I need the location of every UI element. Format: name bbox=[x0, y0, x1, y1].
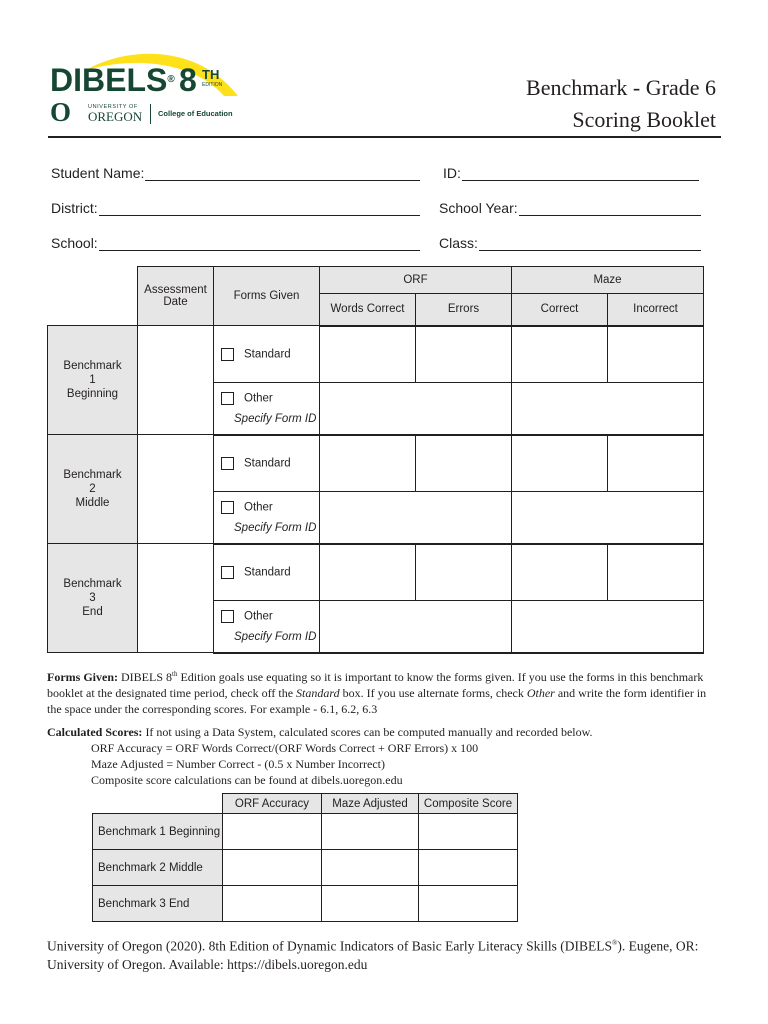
benchmark-3-orf-form-id[interactable] bbox=[320, 601, 512, 653]
student-name-line[interactable] bbox=[145, 167, 420, 181]
benchmark-3-standard-cell bbox=[214, 544, 320, 601]
student-name-field[interactable] bbox=[51, 165, 420, 181]
calc-title: Calculated Scores: bbox=[47, 725, 143, 739]
calc-b2-maze-adjusted[interactable] bbox=[322, 850, 419, 886]
header-maze: Maze bbox=[512, 267, 704, 294]
id-label: ID: bbox=[443, 165, 461, 181]
benchmark-3-label: Benchmark 3 End bbox=[48, 544, 138, 653]
benchmark-1-maze-correct[interactable] bbox=[512, 326, 608, 383]
benchmark-2-standard-cell bbox=[214, 435, 320, 492]
logo-college: College of Education bbox=[158, 109, 233, 118]
uo-o-mark: O bbox=[50, 97, 72, 127]
benchmark-scoring-table bbox=[47, 266, 704, 654]
forms-given-text: DIBELS 8 bbox=[118, 670, 172, 684]
page-title: Benchmark - Grade 6 bbox=[526, 75, 716, 100]
calculated-scores-note bbox=[47, 724, 712, 788]
benchmark-3-maze-form-id[interactable] bbox=[512, 601, 704, 653]
standard-label: Standard bbox=[244, 566, 291, 579]
benchmark-1-other-checkbox[interactable] bbox=[221, 392, 234, 405]
other-label: Other bbox=[244, 610, 273, 623]
forms-given-sup: th bbox=[172, 670, 178, 678]
benchmark-3-other-cell bbox=[214, 601, 320, 653]
benchmark-3-orf-errors[interactable] bbox=[416, 544, 512, 601]
calc-header-composite-score: Composite Score bbox=[419, 794, 518, 814]
forms-given-note bbox=[47, 666, 712, 717]
specify-form-id-label: Specify Form ID bbox=[234, 412, 317, 425]
other-label: Other bbox=[244, 392, 273, 405]
logo-edition-number: 8 bbox=[179, 62, 197, 98]
citation-text: University of Oregon (2020). 8th Edition of Dynamic Indicators of Basic Early Literacy Skills (DIBELS bbox=[47, 938, 613, 954]
benchmark-2-maze-correct[interactable] bbox=[512, 435, 608, 492]
header-forms-given: Forms Given bbox=[214, 267, 320, 326]
logo-edition-suffix: TH bbox=[202, 67, 220, 82]
calc-header-blank bbox=[93, 794, 223, 814]
header-errors: Errors bbox=[416, 294, 512, 326]
orf-accuracy-formula: ORF Accuracy = ORF Words Correct/(ORF Words Correct + ORF Errors) x 100 bbox=[91, 741, 479, 755]
benchmark-1-orf-words-correct[interactable] bbox=[320, 326, 416, 383]
logo-university-of: UNIVERSITY OF bbox=[88, 104, 138, 110]
school-line[interactable] bbox=[99, 237, 420, 251]
calc-row-benchmark-1: Benchmark 1 Beginning bbox=[93, 814, 223, 850]
citation-sup: ® bbox=[612, 939, 618, 947]
calculated-scores-table bbox=[92, 793, 518, 922]
benchmark-3-maze-correct[interactable] bbox=[512, 544, 608, 601]
benchmark-1-maze-form-id[interactable] bbox=[512, 383, 704, 435]
benchmark-1-orf-form-id[interactable] bbox=[320, 383, 512, 435]
header-divider bbox=[48, 136, 721, 138]
citation-text: ). Eugene, OR: University of Oregon. Available: https://dibels.uoregon.edu bbox=[47, 938, 699, 972]
calc-b1-orf-accuracy[interactable] bbox=[223, 814, 322, 850]
benchmark-1-standard-checkbox[interactable] bbox=[221, 348, 234, 361]
benchmark-1-orf-errors[interactable] bbox=[416, 326, 512, 383]
benchmark-2-label: Benchmark 2 Middle bbox=[48, 435, 138, 544]
district-line[interactable] bbox=[99, 202, 420, 216]
school-label: School: bbox=[51, 235, 98, 251]
school-year-field[interactable] bbox=[439, 200, 701, 216]
maze-adjusted-formula: Maze Adjusted = Number Correct - (0.5 x Number Incorrect) bbox=[91, 757, 385, 771]
citation bbox=[47, 934, 727, 974]
benchmark-3-orf-words-correct[interactable] bbox=[320, 544, 416, 601]
benchmark-2-maze-form-id[interactable] bbox=[512, 492, 704, 544]
calc-b1-composite[interactable] bbox=[419, 814, 518, 850]
school-field[interactable] bbox=[51, 235, 420, 251]
benchmark-3-other-checkbox[interactable] bbox=[221, 610, 234, 623]
calc-b1-maze-adjusted[interactable] bbox=[322, 814, 419, 850]
forms-given-text: and write the form identifier in the space under the corresponding scores. For example - 6.1, 6.2, 6.3 bbox=[47, 686, 707, 716]
calc-b2-orf-accuracy[interactable] bbox=[223, 850, 322, 886]
district-label: District: bbox=[51, 200, 98, 216]
id-line[interactable] bbox=[462, 167, 699, 181]
benchmark-2-other-checkbox[interactable] bbox=[221, 501, 234, 514]
district-field[interactable] bbox=[51, 200, 420, 216]
benchmark-2-date-cell[interactable] bbox=[138, 435, 214, 544]
forms-given-other: Other bbox=[526, 686, 555, 700]
class-line[interactable] bbox=[479, 237, 701, 251]
id-field[interactable] bbox=[443, 165, 699, 181]
dibels-logo bbox=[48, 48, 248, 132]
benchmark-2-standard-checkbox[interactable] bbox=[221, 457, 234, 470]
calc-b3-orf-accuracy[interactable] bbox=[223, 886, 322, 922]
benchmark-2-other-cell bbox=[214, 492, 320, 544]
logo-wordmark: DIBELS® bbox=[50, 62, 175, 98]
benchmark-3-maze-incorrect[interactable] bbox=[608, 544, 704, 601]
calc-text: If not using a Data System, calculated scores can be computed manually and recorded below. bbox=[142, 725, 593, 739]
forms-given-standard: Standard bbox=[296, 686, 340, 700]
composite-score-note: Composite score calculations can be found at dibels.uoregon.edu bbox=[91, 773, 403, 787]
benchmark-2-orf-form-id[interactable] bbox=[320, 492, 512, 544]
benchmark-3-standard-checkbox[interactable] bbox=[221, 566, 234, 579]
specify-form-id-label: Specify Form ID bbox=[234, 521, 317, 534]
header-assessment-date: Assessment Date bbox=[138, 267, 214, 326]
calc-b3-composite[interactable] bbox=[419, 886, 518, 922]
school-year-line[interactable] bbox=[519, 202, 701, 216]
standard-label: Standard bbox=[244, 348, 291, 361]
logo-divider bbox=[150, 104, 151, 124]
forms-given-title: Forms Given: bbox=[47, 670, 118, 684]
class-field[interactable] bbox=[439, 235, 701, 251]
benchmark-1-standard-cell bbox=[214, 326, 320, 383]
calc-b2-composite[interactable] bbox=[419, 850, 518, 886]
calc-header-maze-adjusted: Maze Adjusted bbox=[322, 794, 419, 814]
benchmark-2-orf-words-correct[interactable] bbox=[320, 435, 416, 492]
benchmark-1-date-cell[interactable] bbox=[138, 326, 214, 435]
benchmark-2-maze-incorrect[interactable] bbox=[608, 435, 704, 492]
header-words-correct: Words Correct bbox=[320, 294, 416, 326]
header-orf: ORF bbox=[320, 267, 512, 294]
benchmark-2-orf-errors[interactable] bbox=[416, 435, 512, 492]
benchmark-1-other-cell bbox=[214, 383, 320, 435]
calc-b3-maze-adjusted[interactable] bbox=[322, 886, 419, 922]
logo-edition-word: EDITION bbox=[202, 82, 223, 88]
page-subtitle: Scoring Booklet bbox=[572, 107, 716, 132]
calc-row-benchmark-2: Benchmark 2 Middle bbox=[93, 850, 223, 886]
specify-form-id-label: Specify Form ID bbox=[234, 630, 317, 643]
forms-given-text: Edition goals use equating so it is important to know the forms given. If you use the forms in this benchmark booklet at the designated time period, check off the bbox=[47, 670, 704, 700]
benchmark-1-maze-incorrect[interactable] bbox=[608, 326, 704, 383]
calc-header-orf-accuracy: ORF Accuracy bbox=[223, 794, 322, 814]
class-label: Class: bbox=[439, 235, 478, 251]
student-name-label: Student Name: bbox=[51, 165, 145, 181]
forms-given-text: box. If you use alternate forms, check bbox=[339, 686, 527, 700]
standard-label: Standard bbox=[244, 457, 291, 470]
header-maze-correct: Correct bbox=[512, 294, 608, 326]
other-label: Other bbox=[244, 501, 273, 514]
benchmark-3-date-cell[interactable] bbox=[138, 544, 214, 653]
logo-oregon: OREGON bbox=[88, 109, 143, 124]
calc-row-benchmark-3: Benchmark 3 End bbox=[93, 886, 223, 922]
header-blank-cell bbox=[48, 267, 138, 326]
school-year-label: School Year: bbox=[439, 200, 518, 216]
header-maze-incorrect: Incorrect bbox=[608, 294, 704, 326]
benchmark-1-label: Benchmark 1 Beginning bbox=[48, 326, 138, 435]
